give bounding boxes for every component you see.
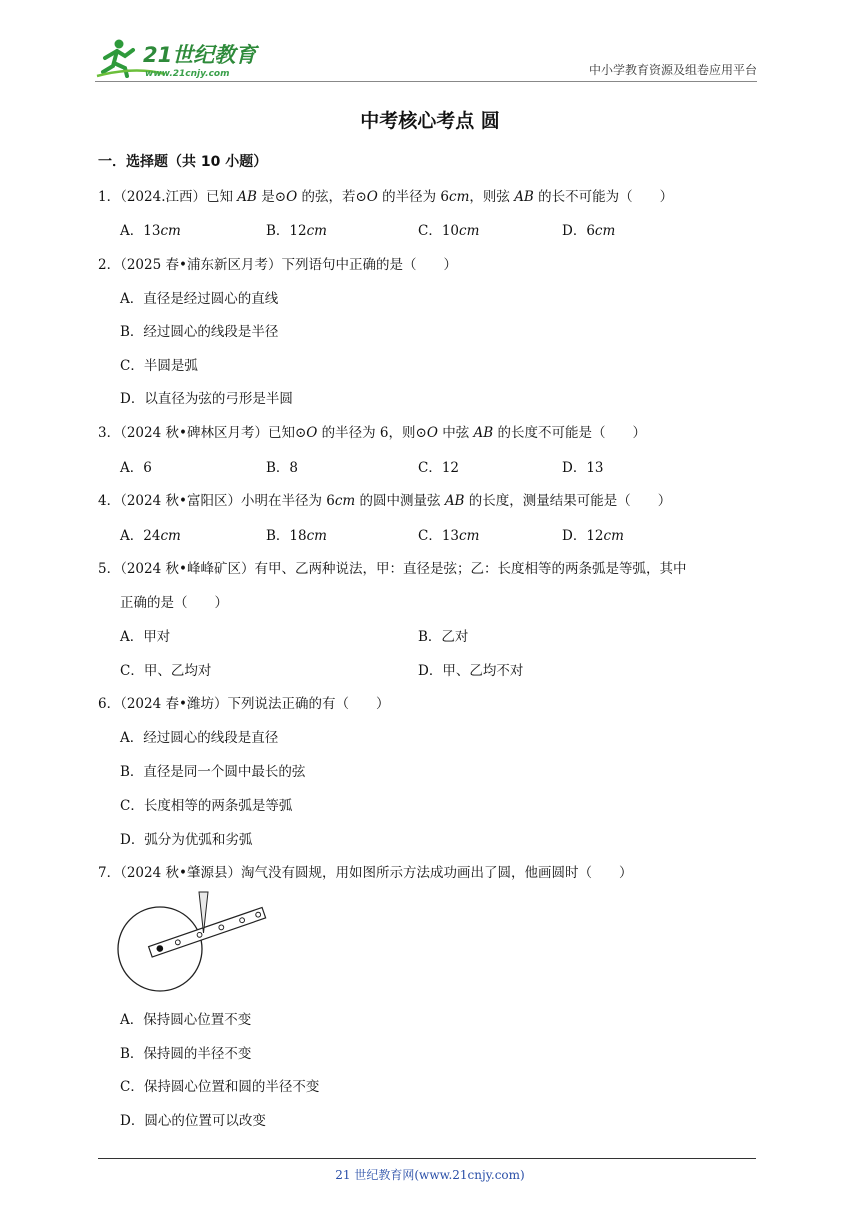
q2-option-d: D．以直径为弦的弓形是半圆 [120,391,293,407]
question-2: 2．（2025 春•浦东新区月考）下列语句中正确的是（ ） [98,257,457,273]
logo-wordmark: 21世纪教育 [143,43,257,67]
q5-option-c: C．甲、乙均对 [120,663,212,679]
page-header [95,34,757,80]
logo-url: www.21cnjy.com [145,69,230,79]
q3-option-b: B．8 [266,460,299,476]
question-1: 1．（2024.江西）已知 AB 是⊙O 的弦，若⊙O 的半径为 6cm，则弦 AB 的长不可能为（ ） [98,189,674,205]
footer-link[interactable]: 21 世纪教育网(www.21cnjy.com) [335,1168,525,1182]
q4-option-c: C．13cm [418,528,480,544]
q7-option-c: C．保持圆心位置和圆的半径不变 [120,1079,320,1095]
platform-name: 中小学教育资源及组卷应用平台 [588,63,757,77]
ruler-strip [149,908,266,957]
q7-option-d: D．圆心的位置可以改变 [120,1113,266,1129]
q5-option-b: B．乙对 [418,629,469,645]
question-7: 7．（2024 秋•肇源县）淘气没有圆规，用如图所示方法成功画出了圆，他画圆时（ ） [98,865,633,881]
q6-option-b: B．直径是同一个圆中最长的弦 [120,764,306,780]
q6-option-c: C．长度相等的两条弧是等弧 [120,798,293,814]
q5-option-d: D．甲、乙均不对 [418,663,524,679]
q1-option-d: D．6cm [562,223,616,239]
footer-divider [98,1158,756,1159]
q7-option-a: A．保持圆心位置不变 [120,1012,252,1028]
question-3: 3．（2024 秋•碑林区月考）已知⊙O 的半径为 6，则⊙O 中弦 AB 的长度不可能是（ ） [98,425,646,441]
question-5: 5．（2024 秋•峰峰矿区）有甲、乙两种说法，甲：直径是弦；乙：长度相等的两条弧是等弧，其中 [98,561,687,577]
question-4: 4．（2024 秋•富阳区）小明在半径为 6cm 的圆中测量弦 AB 的长度，测量结果可能是（ ） [98,493,672,509]
q6-option-d: D．弧分为优弧和劣弧 [120,832,253,848]
question-5-continued: 正确的是（ ） [120,595,228,611]
q1-option-a: A．13cm [120,223,181,239]
q3-option-d: D．13 [562,460,604,476]
q3-option-a: A．6 [120,460,152,476]
circle-drawing-figure [115,887,275,997]
q2-option-c: C．半圆是弧 [120,358,198,374]
q1-option-b: B．12cm [266,223,327,239]
site-logo [95,36,260,80]
page-title: 中考核心考点 圆 [360,110,500,132]
q6-option-a: A．经过圆心的线段是直径 [120,730,279,746]
header-divider [95,81,757,82]
section-heading: 一．选择题（共 10 小题） [98,154,268,170]
question-6: 6．（2024 春•潍坊）下列说法正确的有（ ） [98,696,390,712]
q3-option-c: C．12 [418,460,460,476]
q2-option-a: A．直径是经过圆心的直线 [120,291,279,307]
q4-option-a: A．24cm [120,528,181,544]
q2-option-b: B．经过圆心的线段是半径 [120,324,279,340]
q4-option-d: D．12cm [562,528,624,544]
q4-option-b: B．18cm [266,528,327,544]
q1-option-c: C．10cm [418,223,480,239]
q5-option-a: A．甲对 [120,629,171,645]
q7-option-b: B．保持圆的半径不变 [120,1046,252,1062]
